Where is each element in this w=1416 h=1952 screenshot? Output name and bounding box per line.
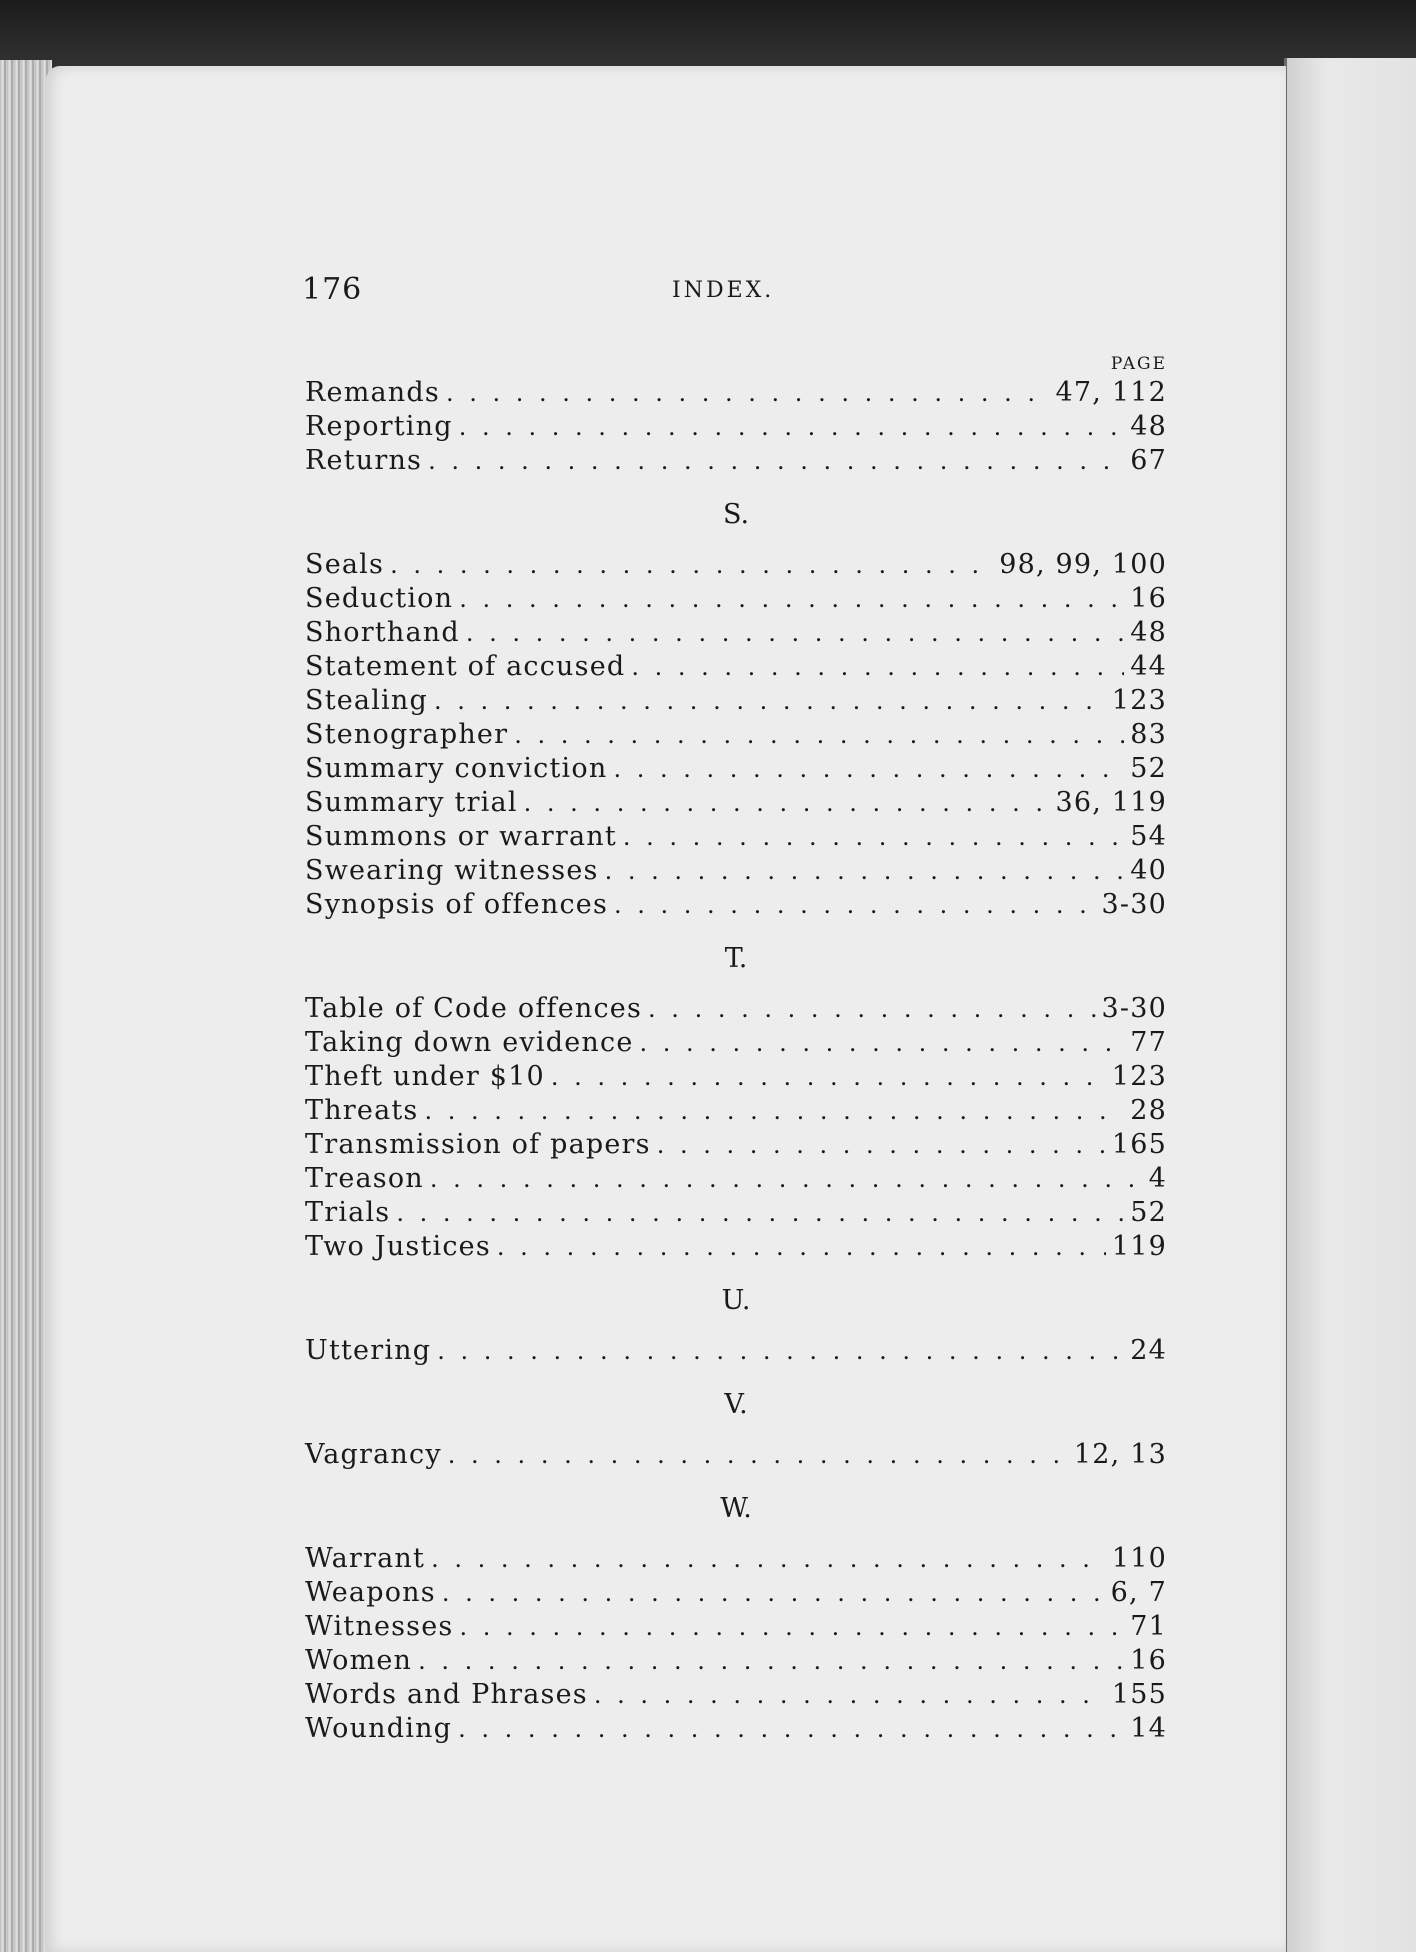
index-page-ref: 83 <box>1130 719 1167 750</box>
index-entry <box>305 1196 1167 1230</box>
dot-leader <box>640 1026 1125 1060</box>
index-entry <box>305 1542 1167 1576</box>
index-entry <box>305 992 1167 1026</box>
index-section <box>305 376 1167 478</box>
section-letter-heading: T. <box>724 943 748 974</box>
book-page-edges <box>0 60 52 1952</box>
index-entry <box>305 1094 1167 1128</box>
dot-leader <box>434 684 1106 718</box>
index-entry <box>305 376 1167 410</box>
index-entry <box>305 650 1167 684</box>
index-entry <box>305 1610 1167 1644</box>
index-page-ref: 98, 99, 100 <box>999 549 1167 580</box>
section-letter-heading: U. <box>721 1285 751 1316</box>
index-section <box>305 1472 1167 1746</box>
index-term: Stenographer <box>305 719 509 750</box>
dot-leader <box>459 1610 1124 1644</box>
index-entry <box>305 786 1167 820</box>
index-entry <box>305 684 1167 718</box>
index-page-ref: 16 <box>1130 1645 1167 1676</box>
dot-leader <box>396 1196 1124 1230</box>
index-page-ref: 28 <box>1130 1095 1167 1126</box>
index-entry <box>305 582 1167 616</box>
dot-leader <box>437 1334 1124 1368</box>
index-page-ref: 3-30 <box>1101 993 1167 1024</box>
index-term: Seals <box>305 549 385 580</box>
index-entry <box>305 444 1167 478</box>
dot-leader <box>428 444 1124 478</box>
index-page-ref: 40 <box>1130 855 1167 886</box>
facing-page-edge <box>1284 58 1416 1952</box>
dot-leader <box>623 820 1124 854</box>
index-entry <box>305 1026 1167 1060</box>
index-term: Swearing witnesses <box>305 855 599 886</box>
index-entry <box>305 1712 1167 1746</box>
index-term: Warrant <box>305 1543 426 1574</box>
index-term: Weapons <box>305 1577 436 1608</box>
index-page-ref: 155 <box>1111 1679 1167 1710</box>
index-page-ref: 6, 7 <box>1110 1577 1167 1608</box>
index-page-ref: 36, 119 <box>1055 787 1167 818</box>
dot-leader <box>514 718 1124 752</box>
index-page-ref: 48 <box>1130 617 1167 648</box>
index-term: Stealing <box>305 685 428 716</box>
dot-leader <box>551 1060 1106 1094</box>
index-term: Statement of accused <box>305 651 626 682</box>
dot-leader <box>448 1438 1068 1472</box>
section-letter-heading: S. <box>722 499 750 530</box>
page-number: 176 <box>302 272 363 307</box>
dot-leader <box>613 752 1124 786</box>
index-page-ref: 165 <box>1111 1129 1167 1160</box>
index-term: Summary trial <box>305 787 518 818</box>
index-page-ref: 12, 13 <box>1073 1439 1167 1470</box>
index-entry <box>305 1644 1167 1678</box>
index-entry <box>305 820 1167 854</box>
index-entry <box>305 1576 1167 1610</box>
index-page-ref: 44 <box>1130 651 1167 682</box>
index-page-ref: 77 <box>1130 1027 1167 1058</box>
index-term: Synopsis of offences <box>305 889 609 920</box>
section-letter-heading: V. <box>724 1389 748 1420</box>
index-page-ref: 4 <box>1148 1163 1167 1194</box>
index-section <box>305 922 1167 1264</box>
index-entry <box>305 1128 1167 1162</box>
index-term: Threats <box>305 1095 419 1126</box>
index-list <box>305 352 1167 1746</box>
index-section <box>305 478 1167 922</box>
index-term: Table of Code offences <box>305 993 643 1024</box>
index-entry <box>305 1678 1167 1712</box>
dot-leader <box>648 992 1095 1026</box>
dot-leader <box>431 1542 1106 1576</box>
dot-leader <box>446 376 1050 410</box>
index-entry <box>305 1438 1167 1472</box>
index-term: Reporting <box>305 411 453 442</box>
index-page-ref: 71 <box>1130 1611 1167 1642</box>
dot-leader <box>459 410 1125 444</box>
index-term: Two Justices <box>305 1231 491 1262</box>
dot-leader <box>657 1128 1106 1162</box>
index-page-ref: 48 <box>1130 411 1167 442</box>
page-header <box>302 272 1162 312</box>
index-term: Treason <box>305 1163 424 1194</box>
index-entry <box>305 1162 1167 1196</box>
index-page-ref: 54 <box>1130 821 1167 852</box>
running-head: INDEX. <box>672 278 775 303</box>
dot-leader <box>631 650 1124 684</box>
index-entry <box>305 548 1167 582</box>
index-page-ref: 3-30 <box>1101 889 1167 920</box>
index-section <box>305 1264 1167 1368</box>
index-entry <box>305 616 1167 650</box>
index-term: Remands <box>305 377 440 408</box>
index-entry <box>305 410 1167 444</box>
index-entry <box>305 1334 1167 1368</box>
page-column-label: PAGE <box>1110 354 1167 374</box>
section-letter-heading: W. <box>720 1493 752 1524</box>
index-term: Taking down evidence <box>305 1027 634 1058</box>
index-term: Witnesses <box>305 1611 454 1642</box>
index-page-ref: 119 <box>1111 1231 1167 1262</box>
index-term: Summary conviction <box>305 753 608 784</box>
index-term: Summons or warrant <box>305 821 617 852</box>
index-term: Vagrancy <box>305 1439 442 1470</box>
dot-leader <box>466 616 1124 650</box>
index-term: Theft under $10 <box>305 1061 545 1092</box>
dot-leader <box>430 1162 1143 1196</box>
index-entry <box>305 888 1167 922</box>
index-page-ref: 52 <box>1130 753 1167 784</box>
index-entry <box>305 1230 1167 1264</box>
index-page-ref: 123 <box>1111 1061 1167 1092</box>
index-section <box>305 1368 1167 1472</box>
index-term: Uttering <box>305 1335 432 1366</box>
dot-leader <box>497 1230 1106 1264</box>
scan-top-background <box>0 0 1416 70</box>
index-term: Transmission of papers <box>305 1129 651 1160</box>
index-entry <box>305 1060 1167 1094</box>
index-page-ref: 123 <box>1111 685 1167 716</box>
dot-leader <box>418 1644 1124 1678</box>
dot-leader <box>605 854 1125 888</box>
index-page-ref: 16 <box>1130 583 1167 614</box>
index-page-ref: 24 <box>1130 1335 1167 1366</box>
index-term: Words and Phrases <box>305 1679 588 1710</box>
index-term: Wounding <box>305 1713 453 1744</box>
index-page-ref: 14 <box>1130 1713 1167 1744</box>
dot-leader <box>594 1678 1106 1712</box>
index-page-ref: 52 <box>1130 1197 1167 1228</box>
dot-leader <box>458 1712 1124 1746</box>
index-term: Women <box>305 1645 413 1676</box>
dot-leader <box>524 786 1050 820</box>
dot-leader <box>442 1576 1105 1610</box>
index-page-ref: 47, 112 <box>1055 377 1167 408</box>
index-entry <box>305 854 1167 888</box>
dot-leader <box>390 548 993 582</box>
dot-leader <box>425 1094 1125 1128</box>
index-page-ref: 67 <box>1130 445 1167 476</box>
dot-leader <box>614 888 1096 922</box>
index-term: Returns <box>305 445 423 476</box>
index-entry <box>305 752 1167 786</box>
dot-leader <box>459 582 1124 616</box>
index-term: Seduction <box>305 583 454 614</box>
index-term: Trials <box>305 1197 391 1228</box>
index-entry <box>305 718 1167 752</box>
index-term: Shorthand <box>305 617 460 648</box>
index-page-ref: 110 <box>1111 1543 1167 1574</box>
